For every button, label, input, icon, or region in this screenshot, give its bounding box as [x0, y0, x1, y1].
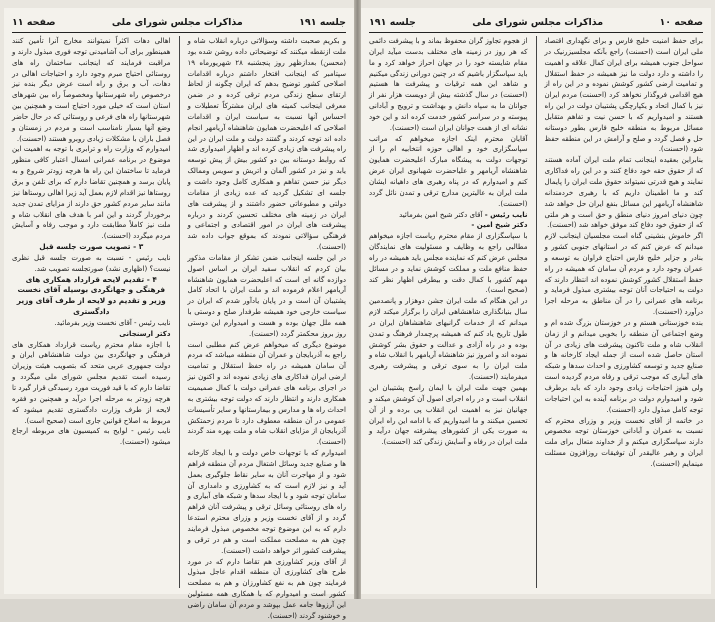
- speaker-name: دکتر ارسنجانی: [119, 328, 171, 338]
- column-left: [12, 36, 171, 588]
- paragraph: نایب رئیس - لوایح به کمیسیون های مربوطه ارجاع میشود (احسنت).: [12, 426, 171, 447]
- column-divider: [179, 36, 180, 588]
- paragraph: امیدوارم که با توجهات خاص دولت و با ایجاد کارخانه ها و صنایع جدید وسائل اشتغال مردم آن منطقه فراهم شود و از مهاجرت آنان به سایر نقاط جلوگیری بعمل آید و نیز لازم است که به کشاورزی و دامداری آن سامان توجه شود و با ایجاد سدها و شبکه های آبیاری و راه های روستائی وسائل ترقی و پیشرفت آنان فراهم گردد و از آقای نخست وزیر و وزرای محترم استدعا دارم که به این موضوع توجه مخصوص مبذول فرمایند چون هم به مصلحت مملکت است و هم در ترقی و پیشرفت کشور اثر خواهد داشت (احسنت).: [187, 448, 346, 555]
- paragraph: با اجازه مقام محترم ریاست قرارداد همکاری های فرهنگی و جهانگردی بین دولت شاهنشاهی ایران و دولت جمهوری عربی متحد که بتصویب هیئت وزیران رسیده است تقدیم مجلس شورای ملی میگردد و تقاضا دارم که با قید فوریت مورد رسیدگی قرار گیرد تا هرچه زودتر به مرحله اجرا درآید و همچنین دو فقره لایحه از طرف وزارت دادگستری تقدیم میشود که مربوط به اصلاح قوانین جاری است (صحیح است).: [12, 339, 171, 425]
- page-10: [361, 8, 711, 594]
- paragraph: برای حفظ امنیت خلیج فارس و برای نگهداری اقتصاد ملی ایران است (احسنت) راجع بآنکه مجلسیزرنیک در سواحل جنوب همیشه برای ایران کمال علاقه و اهمیت را داشته و دارد دولت ما نیز همیشه در حفظ استقلال و تمامیت ارضی کشور کوشش نموده و در این راه از هیچ اقدامی فروگذار نخواهد کرد (احسنت) مردم ایران نیز با کمال اتحاد و یکپارچگی پشتیبان دولت در این راه هستند و امیدواریم که با حسن نیت و تفاهم متقابل مسائل مربوط به منطقه خلیج فارس بطور دوستانه حل و فصل گردد و صلح و آرامش در این منطقه حفظ شود (احسنت).: [544, 36, 703, 154]
- text-columns: [369, 36, 703, 588]
- paragraph: بهمین جهت ملت ایران با ایمان راسخ پشتیبان این انقلاب است و در راه اجرای اصول آن کوشش میکند و جهانیان نیز به اهمیت این انقلاب پی برده و از آن تحسین میکنند و ما امیدواریم که با ادامه این راه ایران به صورت یکی از کشورهای پیشرفته جهان درآید و ملت ایران در رفاه و آسایش زندگی کند (احسنت).: [369, 383, 528, 447]
- paragraph: اگر خاموش بنشینی گناه است مجلسیان اینجانب لازم میدانم که عرض کنم که در استانهای جنوبی کشور و بنادر و جزایر خلیج فارس احتیاج فراوان به توسعه و عمران وجود دارد و مردم آن سامان که همیشه در راه حفظ استقلال کشور کوشش نموده اند انتظار دارند که دولت به احتیاجات آنان توجه بیشتری مبذول فرماید و برنامه های عمرانی را در آن مناطق به مرحله اجرا درآورد (احسنت).: [544, 231, 703, 317]
- paragraph: از آقای وزیر کشاورزی هم تقاضا دارم که در مورد طرح های کشاورزی آن منطقه اقدام عاجل مبذول فرمایند چون هم به نفع کشاورزان و هم به مصلحت کشور است و امیدوارم که با همکاری همه مسئولین این آرزوها جامه عمل بپوشد و مردم آن سامان راضی و خوشنود گردند (احسنت).: [187, 556, 346, 620]
- column-right: [187, 36, 347, 620]
- paragraph: آقایان محترم اینک اجازه میخواهم که مراتب سپاسگزاری خود و اهالی حوزه انتخابیه ام را از توجهات دولت به پیشگاه مبارک اعلیحضرت همایون شاهنشاه آریامهر و علیاحضرت شهبانوی ایران عرض کنم و امیدوارم که در پناه رهبری های داهیانه ایشان ملت ایران به عالیترین مدارج ترقی و تمدن نائل گردد (احسنت).: [369, 133, 528, 208]
- book-gutter: [354, 0, 361, 599]
- paragraph: در این هنگام که ملت ایران جشن دوهزار و پانصدمین سال بنیانگذاری شاهنشاهی ایران را برگزار میکند لازم میدانم که از خدمات گرانبهای شاهنشاهان ایران در طول تاریخ یاد کنم که همیشه پرچمدار فرهنگ و تمدن بوده و در راه آزادی و عدالت و حقوق بشر کوشش نموده اند و امروز نیز شاهنشاه آریامهر با انقلاب شاه و ملت ایران را به سوی ترقی و پیشرفت رهبری میفرمایند (احسنت).: [369, 296, 528, 382]
- page-11: [4, 8, 354, 620]
- session-label: جلسه ۱۹۱: [299, 16, 346, 28]
- speaker-text: آقای دکتر شیخ امین بفرمائید: [399, 209, 483, 219]
- paragraph: با سپاسگزاری از مقام محترم ریاست اجازه میخواهم مطالبی راجع به وظایف و مسئولیت های نمایندگان مجلس عرض کنم که نماینده مجلس باید همیشه در راه حفظ منافع ملت و مملکت کوشش نماید و در مسائل مهم کشور با کمال دقت و بیطرفی اظهار نظر کند (صحیح است).: [369, 231, 528, 295]
- section-heading: ۳ - تصویب صورت جلسه قبل: [39, 242, 144, 252]
- paragraph: بنابراین بعقیده اینجانب تمام ملت ایران آماده هستند که از حقوق حقه خود دفاع کنند و در این راه فداکاری نمایند و هیچ قدرتی نمیتواند حقوق ملت ایران را پایمال کند و ما اطمینان داریم که با رهبری خردمندانه شاهنشاه آریامهر این مسائل بنفع ایران حل خواهد شد چون دنیای امروز دنیای منطق و حق است و هر ملتی که از حقوق خود دفاع کند موفق خواهد شد (احسنت).: [544, 155, 703, 230]
- page-number: صفحه ۱۱: [12, 16, 56, 28]
- page-header: [369, 14, 703, 30]
- section-heading: ۴ - تقدیم لایحه قرارداد همکاری های فرهنگی و جهانگردی بوسیله آقای نخست وزیر و تقدیم دو لایحه از طرف آقای وزیر دادگستری: [16, 274, 166, 317]
- paragraph: امیدوارم که وزارت راه و ترابری با توجه به اهمیت این موضوع در برنامه عمرانی امسال اعتبار کافی منظور فرماید تا ساختمان این راه ها هرچه زودتر شروع و به پایان برسد و همچنین تقاضا دارم که برای تلفن و برق روستاها نیز اقدام لازم بعمل آید زیرا اهالی روستاها نیز مانند سایر مردم کشور حق دارند از مزایای تمدن جدید برخوردار گردند و این امر با هدف های انقلاب شاه و ملت نیز کاملاً مطابقت دارد و موجب رفاه و آسایش مردم میگردد (احسنت).: [12, 144, 171, 241]
- paragraph: در این جلسه اینجانب ضمن تشکر از مقامات مذکور بیان کردم که انقلاب سفید ایران بر اساس اصول دوازده گانه ای است که اعلیحضرت همایون شاهنشاه آریامهر اعلام فرموده اند و ملت ایران با اتحاد کامل پشتیبان آن است و در پایان یادآور شدم که ایران در سیاست خارجی خود همیشه طرفدار صلح و دوستی با همه ملل جهان بوده و هست و امیدوارم این دوستی روز بروز محکمتر گردد (احسنت).: [187, 252, 346, 338]
- text-columns: [12, 36, 347, 620]
- speaker-name: دکتر شیخ امین -: [471, 220, 528, 230]
- paragraph: در خاتمه از آقای نخست وزیر و وزرای محترم که نسبت به عمران و آبادانی خوزستان توجه مخصوص دارند سپاسگزاری میکنم و از خداوند متعال برای ملت ایران و رهبر عالیقدر آن توفیقات روزافزون مسئلت مینمایم (احسنت).: [544, 415, 703, 468]
- journal-title: مذاکرات مجلس شورای ملی: [111, 16, 243, 28]
- paragraph: و بکریم صحبت داشته وسؤالاتی درباره انقلاب شاه و ملت ازنقطه میکنند که توضیحاتی داده روشن شده بود (محسن) بعدازظهر روز پنجشنبه ۲۸ شهریورماه ۱۹ سپتامبر که اینجانب افتخار داشتم درباره اقدامات اصلاحی کشور توضیح بدهم که ایران چگونه از لحاظ ارتقای سطح زندگی مردم ترقی کرده و در ضمن معرفی اینجانب کمیته های ایران مشترکاً تعطیلات و احساس آنها نسبت به سیاست ایران و اقدامات اصلاحی که اعلیحضرت همایون شاهنشاه آریامهر انجام داده اند توجه کردند و گفتند دولت و ملت ایران در این راه پیشرفت های زیادی کرده اند و اظهار امیدواری شد که روابط دوستانه بین دو کشور بیش از پیش توسعه یابد و نیز در کشور آلمان و اتریش و سویس وممالک دیگر نیز حسن تفاهم و همکاری کامل وجود داشت و جلسه ای تشکیل گردید که عده زیادی از مقامات دولتی و مطبوعاتی حضور داشتند و از پیشرفت های ایران در زمینه های مختلف تحسین کردند و درباره پیشرفت های ایران در امور اقتصادی و اجتماعی و فرهنگی سؤالاتی نمودند که بموقع جواب داده شد (احسنت).: [187, 36, 347, 252]
- column-right: [545, 36, 704, 588]
- speaker-line: [369, 210, 528, 221]
- paragraph: نایب رئیس - نسبت به صورت جلسه قبل نظری نیست؟ (اظهاری نشد) صورتجلسه تصویب شد.: [12, 252, 171, 273]
- paragraph: موضوع دیگری که میخواهم عرض کنم مطلبی است راجع به آذربایجان و عمران آن منطقه میباشد که مردم آن سامان همیشه در راه حفظ استقلال و تمامیت ارضی ایران فداکاری های زیادی نموده اند و اکنون نیز در اجرای برنامه های عمرانی دولت با کمال صمیمیت همکاری دارند و انتظار دارند که دولت توجه بیشتری به احداث راه ها و مدارس و بیمارستانها و سایر تأسیسات عمومی در آن منطقه معطوف دارد تا مردم زحمتکش آذربایجان از مزایای انقلاب شاه و ملت بهره مند گردند (احسنت).: [187, 339, 346, 447]
- header-rule: [369, 32, 703, 33]
- page-header: [12, 14, 346, 30]
- paragraph: نایب رئیس - آقای نخست وزیر بفرمائید.: [54, 317, 171, 327]
- speaker-label: نایب رئیس -: [484, 209, 528, 219]
- paragraph: بنده خوزستانی هستم و در خوزستان بزرگ شده ام و وضع اجتماعی آن منطقه را بخوبی میدانم و از زمان انقلاب شاه و ملت تاکنون پیشرفت های زیادی در آن استان حاصل شده است از جمله ایجاد کارخانه ها و صنایع جدید و توسعه کشاورزی و احداث سدها و شبکه های آبیاری که موجب ترقی و رفاه مردم گردیده است ولی هنوز احتیاجات زیادی وجود دارد که باید برطرف شود و امیدوارم دولت در برنامه آینده به این احتیاجات توجه کامل مبذول دارد (احسنت).: [544, 317, 703, 414]
- header-rule: [12, 32, 346, 33]
- column-divider: [536, 36, 537, 588]
- paragraph: از هجوم تجاوز گران محفوظ بماند و با پیشرفت دائمی که هر روز در زمینه های مختلف بدست میآید ایران مقام شایسته خود را در جهان احراز خواهد کرد و ما باید سپاسگزار باشیم که در چنین دورانی زندگی میکنیم و شاهد این همه ترقیات و پیشرفت ها هستیم (احسنت) در سال گذشته بیش از دویست هزار نفر از جوانان ما به سپاه دانش و بهداشت و ترویج و آبادانی پیوسته و در سراسر کشور خدمت کرده اند و این خود نشانه ای از همت جوانان ایران است (احسنت).: [369, 36, 528, 132]
- session-label: جلسه ۱۹۱: [369, 16, 416, 28]
- column-left: [369, 36, 528, 588]
- paragraph: اهالی دهات اکثراً نمیتوانند مخارج آنرا تأمین کنند همینطور برای آب آشامیدنی توجه فوری مبذول دارند و مراقبت فرمایند که اینجانب ساختمان راه های روستائی احتیاج مبرم وجود دارد و احتیاجات اهالی در دهات، آب و برق و راه است عرض دیگر بنده نیز درخصوص راه شهرستانها ومخصوصاً راه بین شهرهای استان است که خیلی مورد احتیاج است و همچنین بین شهرستانها راه های فرعی و روستائی که در حال حاضر وضع آنها بسیار نامناسب است و مردم در زمستان و فصل باران با مشکلات زیادی روبرو هستند (احسنت).: [12, 36, 171, 143]
- page-number: صفحه ۱۰: [659, 16, 703, 28]
- journal-title: مذاکرات مجلس شورای ملی: [472, 16, 604, 28]
